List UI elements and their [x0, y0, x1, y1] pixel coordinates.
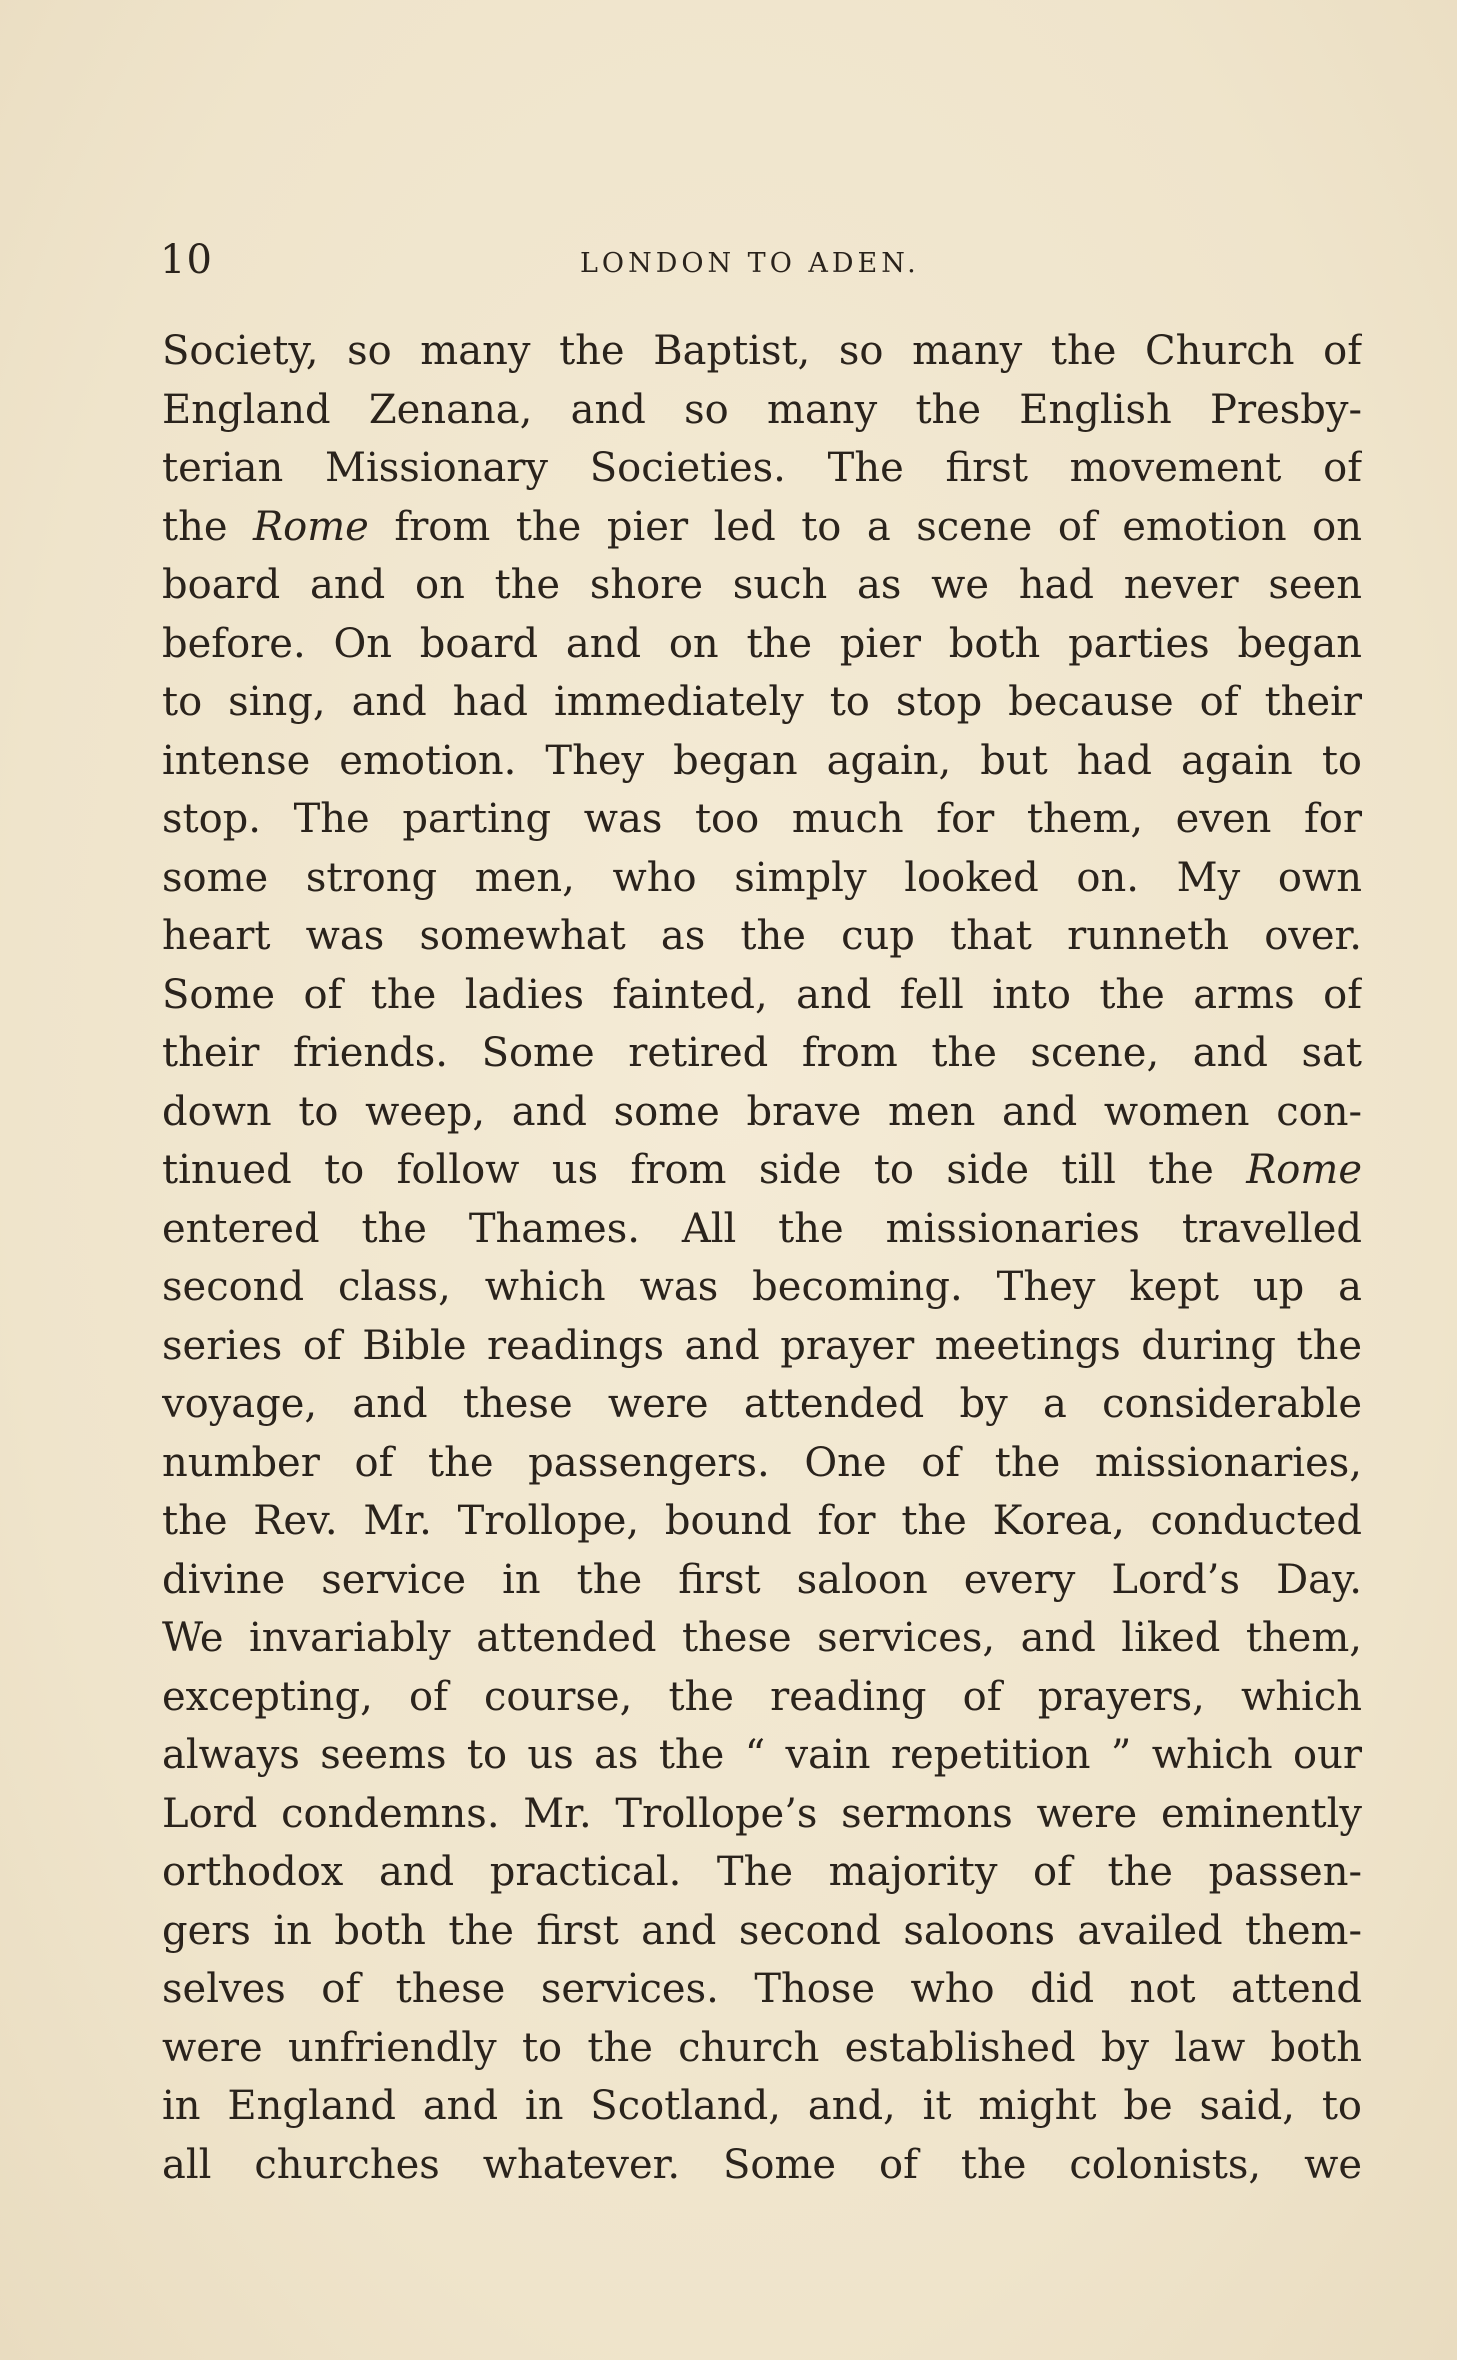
text-line: [162, 2077, 1362, 2136]
text-segment: Some of the ladies fainted, and fell into the arms of: [162, 971, 1362, 1018]
text-line: [162, 1551, 1362, 1610]
text-segment: the: [162, 503, 254, 550]
text-segment: from the pier led to a scene of emotion on: [368, 503, 1362, 550]
text-segment: entered the Thames. All the missionaries travelled: [162, 1205, 1362, 1252]
text-line: [162, 1258, 1362, 1317]
text-segment: to sing, and had immediately to stop because of their: [162, 679, 1362, 725]
text-segment: board and on the shore such as we had never seen: [162, 562, 1362, 608]
page-header: [160, 232, 1362, 292]
text-line: [162, 1785, 1362, 1844]
running-head: LONDON TO ADEN.: [580, 248, 920, 279]
text-line: [162, 2136, 1362, 2195]
text-segment: down to weep, and some brave men and women con-: [162, 1088, 1362, 1135]
text-line: [162, 1200, 1362, 1259]
italic-ship-name: Rome: [253, 503, 369, 550]
text-line: [162, 381, 1362, 440]
text-line: [162, 1434, 1362, 1493]
text-segment: We invariably attended these services, and liked them,: [162, 1615, 1362, 1661]
text-line: [162, 1024, 1362, 1083]
text-line: [162, 1317, 1362, 1376]
text-segment: excepting, of course, the reading of prayers, which: [162, 1673, 1362, 1720]
text-segment: some strong men, who simply looked on. My own: [162, 854, 1362, 901]
text-segment: Society, so many the Baptist, so many the Church of: [162, 328, 1362, 374]
text-line: [162, 439, 1362, 498]
text-line: [162, 1902, 1362, 1961]
text-segment: England Zenana, and so many the English Presby-: [162, 386, 1362, 433]
text-line: [162, 673, 1362, 732]
text-segment: all churches whatever. Some of the colonists, we: [162, 2141, 1362, 2188]
text-line: [162, 615, 1362, 674]
text-segment: series of Bible readings and prayer meetings during the: [162, 1322, 1362, 1369]
text-segment: divine service in the first saloon every Lord’s Day.: [162, 1556, 1362, 1603]
text-segment: terian Missionary Societies. The first movement of: [162, 445, 1362, 491]
text-segment: always seems to us as the “ vain repetition ” which our: [162, 1732, 1362, 1778]
text-line: [162, 322, 1362, 381]
text-segment: number of the passengers. One of the missionaries,: [162, 1439, 1362, 1486]
text-line: [162, 1375, 1362, 1434]
text-segment: voyage, and these were attended by a considerable: [162, 1381, 1362, 1427]
text-line: [162, 907, 1362, 966]
text-line: [162, 1141, 1362, 1200]
text-line: [162, 1843, 1362, 1902]
text-segment: gers in both the first and second saloons availed them-: [162, 1907, 1362, 1954]
text-segment: stop. The parting was too much for them, even for: [162, 796, 1362, 842]
text-segment: orthodox and practical. The majority of the passen-: [162, 1849, 1362, 1895]
text-segment: before. On board and on the pier both parties began: [162, 620, 1362, 667]
page-number: 10: [160, 237, 213, 283]
text-line: [162, 966, 1362, 1025]
text-segment: their friends. Some retired from the scene, and sat: [162, 1030, 1362, 1076]
text-segment: selves of these services. Those who did not attend: [162, 1966, 1362, 2012]
text-line: [162, 1726, 1362, 1785]
text-line: [162, 1609, 1362, 1668]
text-segment: heart was somewhat as the cup that runneth over.: [162, 913, 1362, 959]
text-line: [162, 1960, 1362, 2019]
text-line: [162, 1083, 1362, 1142]
body-text: [162, 322, 1362, 2194]
text-segment: Lord condemns. Mr. Trollope’s sermons were eminently: [162, 1790, 1362, 1837]
text-segment: were unfriendly to the church established by law both: [162, 2024, 1362, 2071]
text-line: [162, 790, 1362, 849]
text-line: [162, 556, 1362, 615]
text-segment: intense emotion. They began again, but had again to: [162, 737, 1362, 784]
text-segment: the Rev. Mr. Trollope, bound for the Korea, conducted: [162, 1498, 1362, 1544]
text-line: [162, 2019, 1362, 2078]
text-line: [162, 498, 1362, 557]
text-line: [162, 849, 1362, 908]
text-segment: tinued to follow us from side to side till the: [162, 1147, 1247, 1193]
text-segment: second class, which was becoming. They kept up a: [162, 1264, 1362, 1310]
text-line: [162, 732, 1362, 791]
text-line: [162, 1492, 1362, 1551]
text-segment: in England and in Scotland, and, it might be said, to: [162, 2083, 1362, 2129]
text-line: [162, 1668, 1362, 1727]
italic-ship-name: Rome: [1246, 1147, 1362, 1193]
